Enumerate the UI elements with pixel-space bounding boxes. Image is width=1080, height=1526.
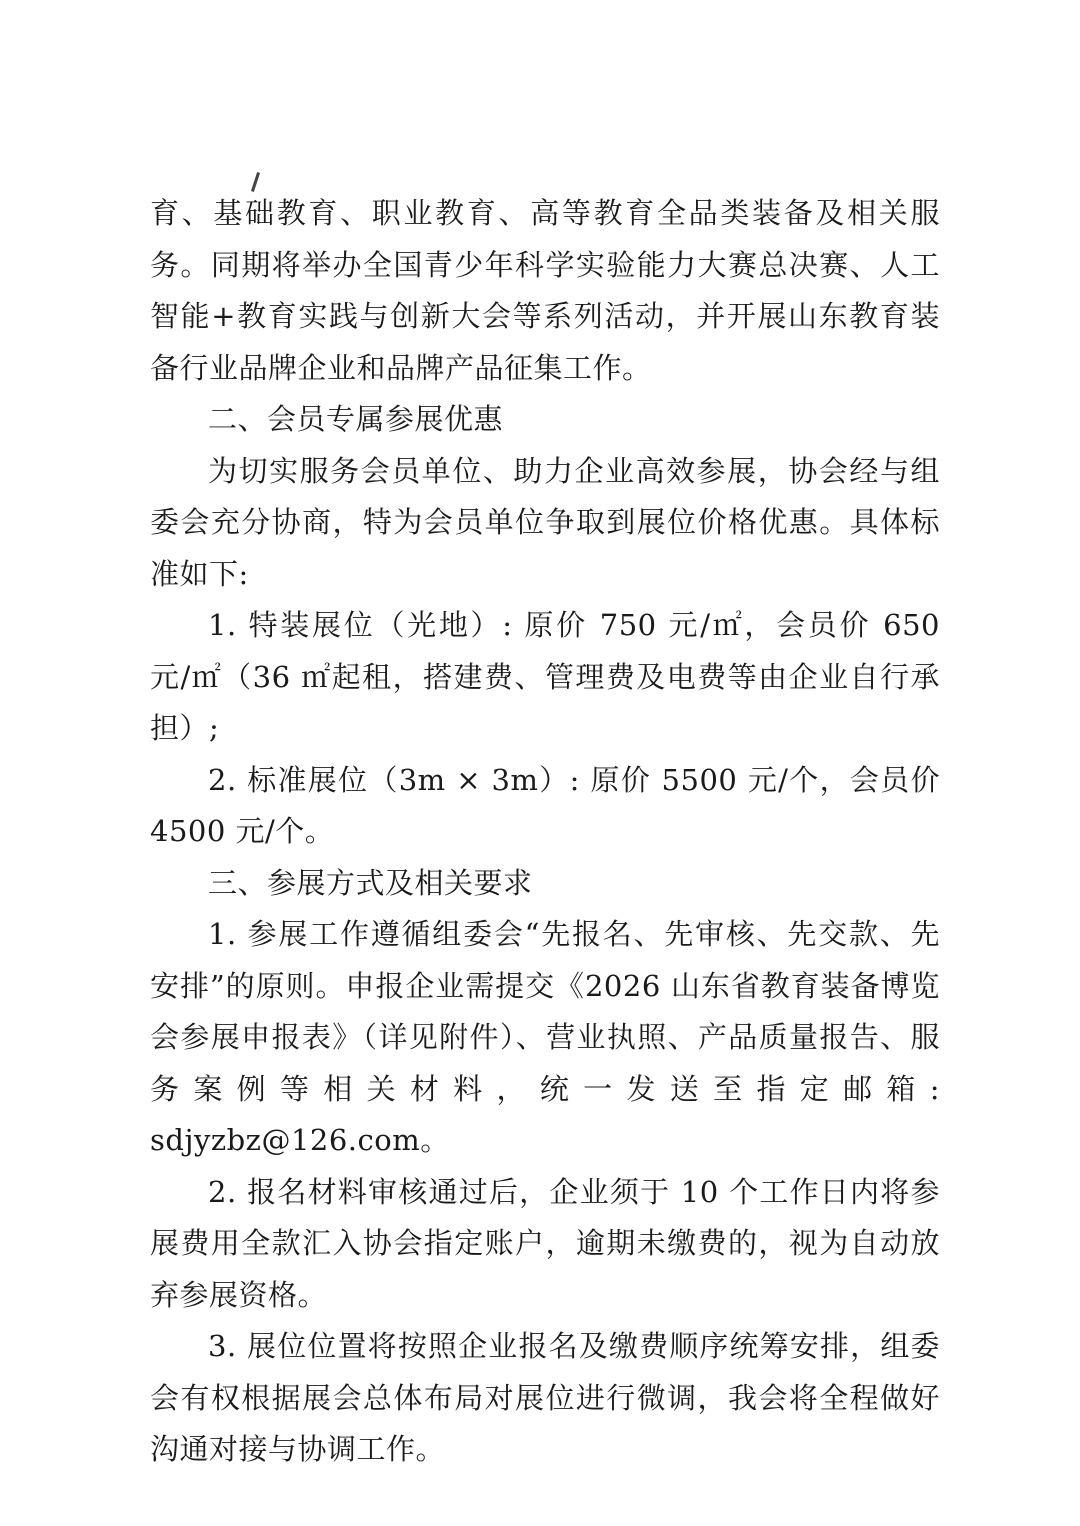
paragraph-member-benefit: 为切实服务会员单位、助力企业高效参展，协会经与组委会充分协商，特为会员单位争取到展位价格优惠。具体标准如下: <box>150 453 940 591</box>
list-item-payment: 2. 报名材料审核通过后，企业须于 10 个工作日内将参展费用全款汇入协会指定账户，逾期未缴费的，视为自动放弃参展资格。 <box>150 1174 940 1312</box>
section-heading-2: 二、会员专属参展优惠 <box>208 402 504 436</box>
document-body <box>150 188 940 1476</box>
paragraph-continuation: 育、基础教育、职业教育、高等教育全品类装备及相关服务。同期将举办全国青少年科学实验能力大赛总决赛、人工智能+教育实践与创新大会等系列活动，并开展山东教育装备行业品牌企业和品牌产品征集工作。 <box>150 196 940 385</box>
list-item-booth-arrangement: 3. 展位位置将按照企业报名及缴费顺序统筹安排，组委会有权根据展会总体布局对展位进行微调，我会将全程做好沟通对接与协调工作。 <box>150 1329 940 1466</box>
list-item-standard-booth: 2. 标准展位（3m × 3m）: 原价 5500 元/个，会员价 4500 元/个。 <box>150 762 940 848</box>
section-heading-3: 三、参展方式及相关要求 <box>208 865 533 900</box>
list-item-registration: 1. 参展工作遵循组委会“先报名、先审核、先交款、先安排”的原则。申报企业需提交《2026 山东省教育装备博览会参展申报表》（详见附件）、营业执照、产品质量报告、服务案例等相关材料，统一发送至指定邮箱: sdjyzbz@126.com。 <box>150 917 940 1157</box>
list-item-special-booth: 1. 特装展位（光地）: 原价 750 元/㎡，会员价 650 元/㎡（36 ㎡起租，搭建费、管理费及电费等由企业自行承担）; <box>150 608 940 745</box>
